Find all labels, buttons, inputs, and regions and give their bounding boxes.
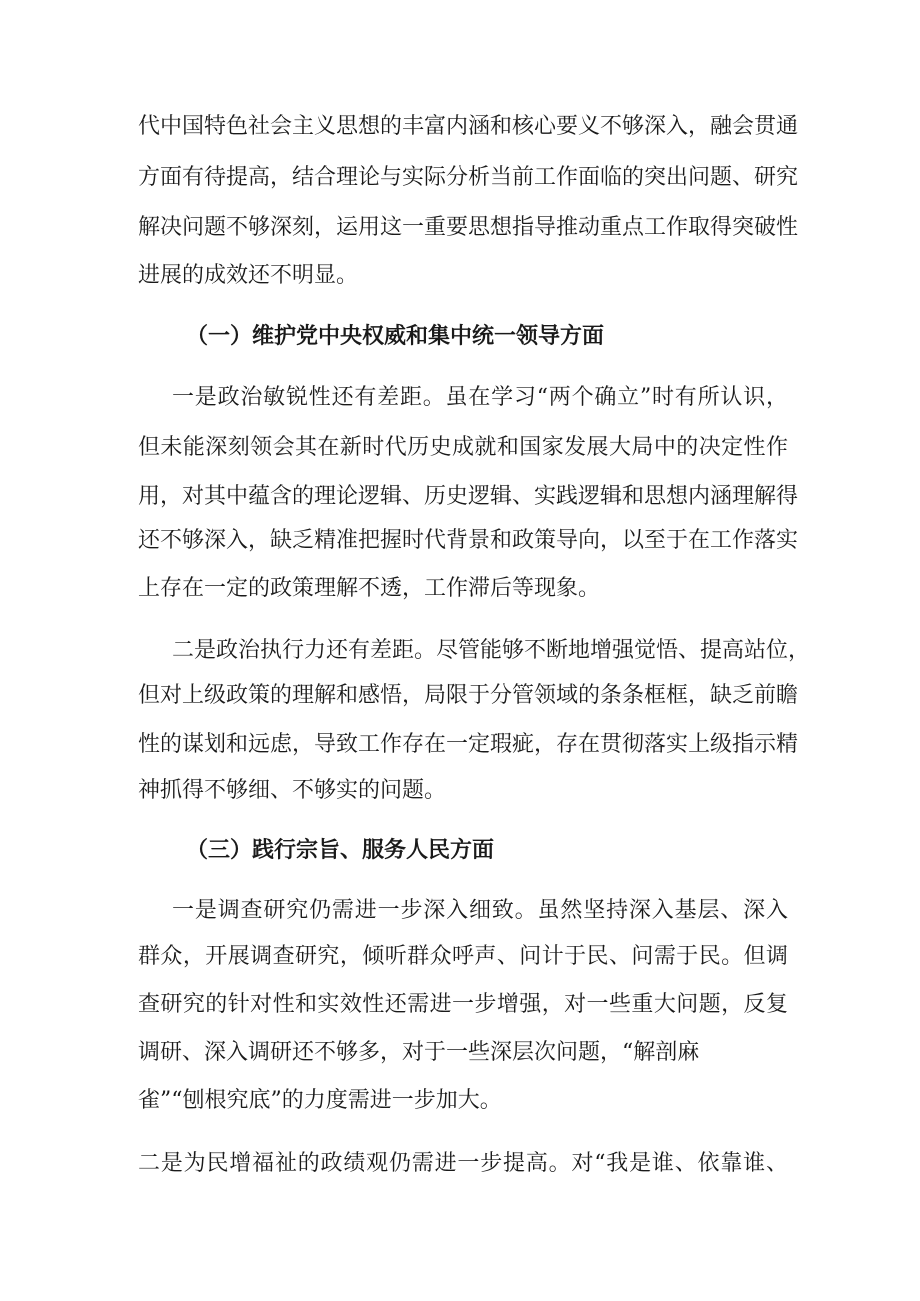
paragraph-line: 还不够深入，缺乏精准把握时代背景和政策导向，以至于在工作落实 (138, 528, 799, 553)
paragraph-line: 解决问题不够深刻，运用这一重要思想指导推动重点工作取得突破性 (138, 215, 799, 240)
paragraph-line: 但对上级政策的理解和感悟，局限于分管领域的条条框框，缺乏前瞻 (138, 683, 799, 708)
paragraph-line: 查研究的针对性和实效性还需进一步增强，对一些重大问题，反复 (138, 992, 788, 1017)
paragraph-line: 性的谋划和远虑，导致工作存在一定瑕疵，存在贯彻落实上级指示精 (138, 732, 799, 757)
paragraph-line: 但未能深刻领会其在新时代历史成就和国家发展大局中的决定性作 (138, 435, 788, 460)
paragraph-line: 上存在一定的政策理解不透，工作滞后等现象。 (138, 576, 601, 601)
paragraph-line: 神抓得不够细、不够实的问题。 (138, 778, 447, 803)
paragraph-line: 雀”“刨根究底”的力度需进一步加大。 (138, 1088, 502, 1113)
paragraph-line: 调研、深入调研还不够多，对于一些深层次问题，“解剖麻 (138, 1040, 700, 1065)
paragraph-line: 二是政治执行力还有差距。尽管能够不断地增强觉悟、提高站位， (172, 638, 811, 663)
paragraph-line: 一是政治敏锐性还有差距。虽在学习“两个确立”时有所认识， (172, 385, 788, 410)
section-heading: （一）维护党中央权威和集中统一领导方面 (186, 324, 605, 349)
paragraph-line: 一是调查研究仍需进一步深入细致。虽然坚持深入基层、深入 (172, 898, 788, 923)
paragraph-line: 方面有待提高，结合理论与实际分析当前工作面临的突出问题、研究 (138, 165, 799, 190)
paragraph-line: 用，对其中蕴含的理论逻辑、历史逻辑、实践逻辑和思想内涵理解得 (138, 484, 799, 509)
paragraph-line: 代中国特色社会主义思想的丰富内涵和核心要义不够深入，融会贯通 (138, 114, 799, 139)
section-heading: （三）践行宗旨、服务人民方面 (186, 838, 495, 863)
paragraph-line: 群众，开展调查研究，倾听群众呼声、问计于民、问需于民。但调 (138, 944, 788, 969)
paragraph-line: 进展的成效还不明显。 (138, 263, 359, 288)
paragraph-line: 二是为民增福祉的政绩观仍需进一步提高。对“我是谁、依靠谁、 (138, 1151, 788, 1176)
